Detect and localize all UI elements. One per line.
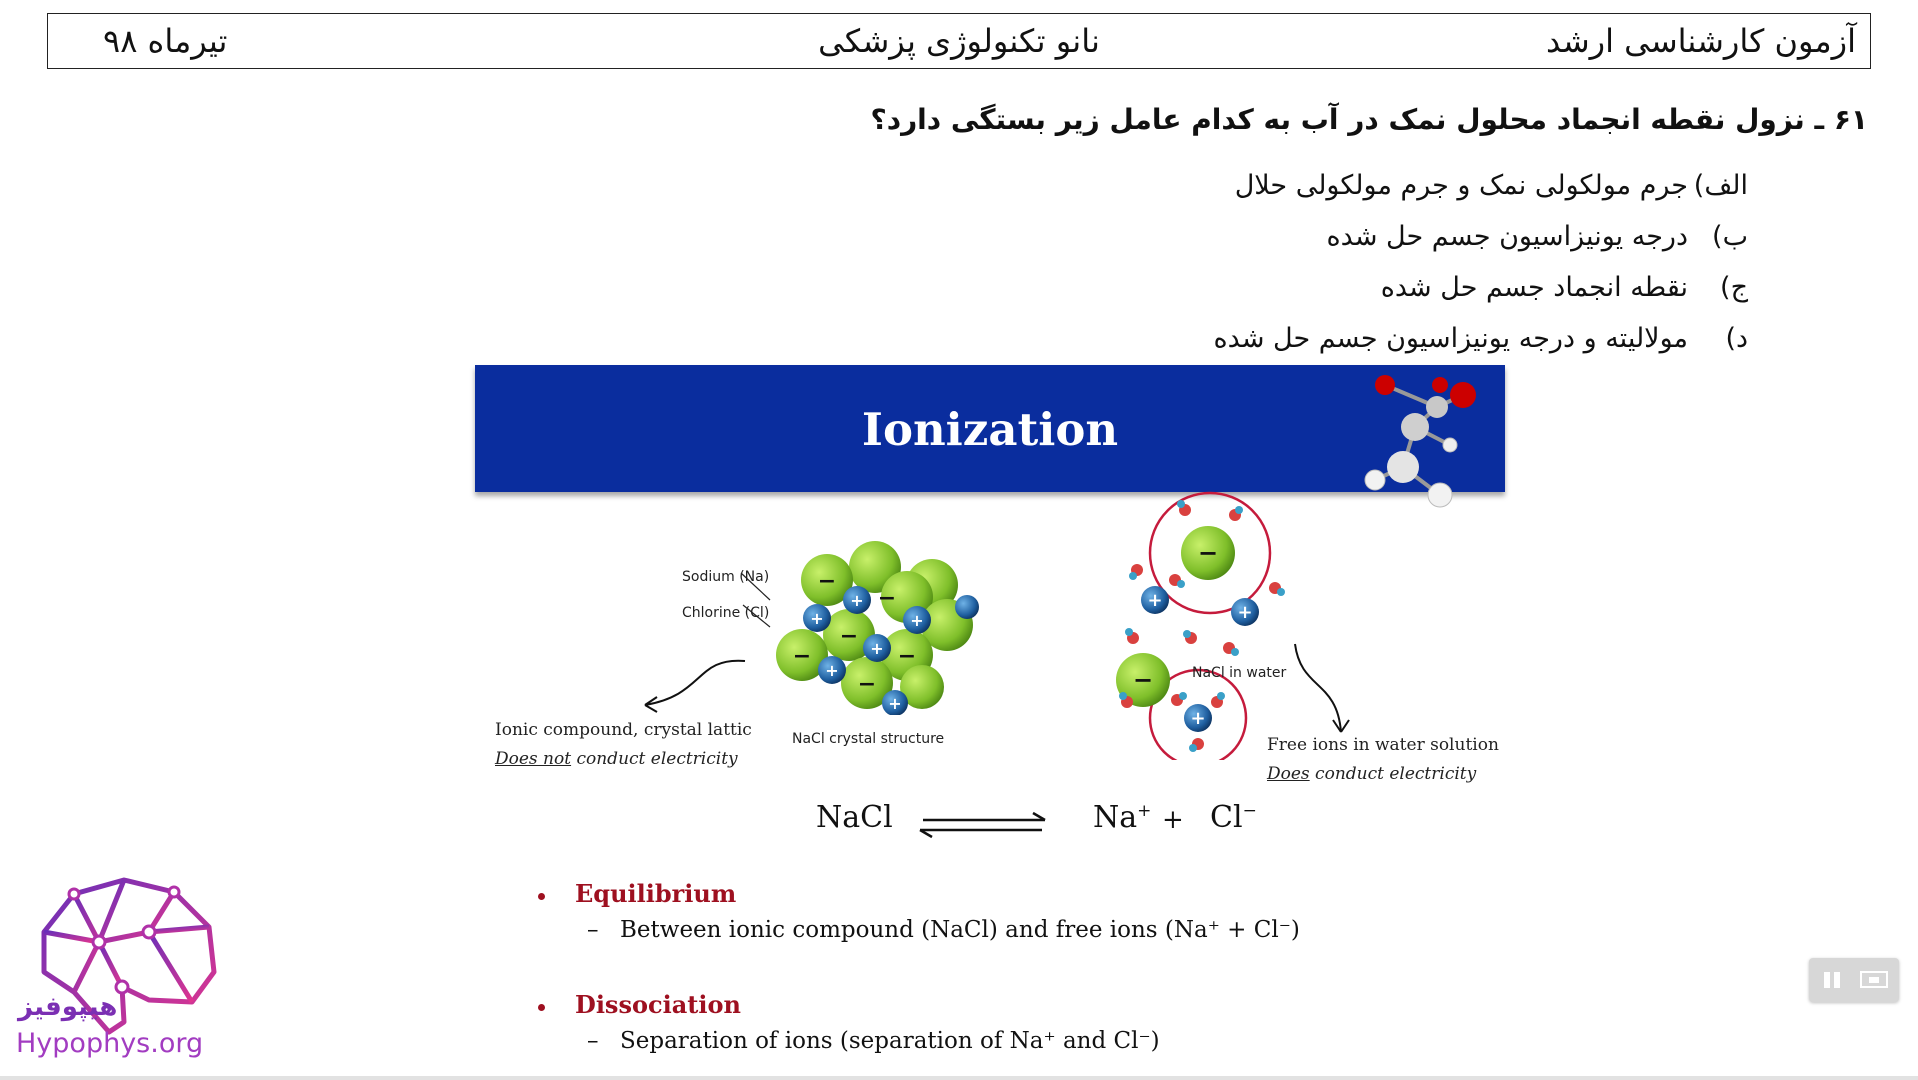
svg-text:−: − xyxy=(877,586,897,611)
option-text: درجه یونیزاسیون جسم حل شده xyxy=(1326,221,1688,252)
equation-product-cl xyxy=(1210,800,1257,835)
bullet-sub-equilibrium: Between ionic compound (NaCl) and free ions (Na⁺ + Cl⁻) xyxy=(620,917,1300,943)
bullet-dash: – xyxy=(587,1028,599,1054)
crystal-desc-line2 xyxy=(495,749,738,769)
solution-desc-line2 xyxy=(1267,764,1476,784)
does-text: Does xyxy=(1267,764,1310,784)
question-title xyxy=(870,103,1868,136)
svg-text:+: + xyxy=(888,694,902,713)
chlorine-label: Chlorine (Cl) xyxy=(682,605,770,621)
option-label: الف) xyxy=(1693,170,1748,201)
bullet-dash: – xyxy=(587,917,599,943)
option-c xyxy=(1214,262,1748,313)
sodium-label: Sodium (Na) xyxy=(682,569,770,585)
crystal-structure-label: NaCl crystal structure xyxy=(792,731,945,747)
svg-text:+: + xyxy=(810,609,824,628)
svg-text:+: + xyxy=(825,661,839,680)
bullet-dot xyxy=(538,893,545,900)
svg-text:−: − xyxy=(1197,539,1219,567)
svg-text:+: + xyxy=(850,591,864,610)
option-text: نقطه انجماد جسم حل شده xyxy=(1380,272,1688,303)
conduct-text: conduct electricity xyxy=(1309,764,1477,784)
nacl-crystal-illustration xyxy=(757,535,987,715)
ions-in-water-illustration xyxy=(1105,490,1305,760)
conduct-text: conduct electricity xyxy=(571,749,738,769)
curved-arrow-left xyxy=(635,655,755,725)
bottom-border xyxy=(0,1076,1918,1080)
pause-icon[interactable] xyxy=(1819,970,1845,990)
option-a xyxy=(1214,160,1748,211)
option-text: مولالیته و درجه یونیزاسیون جسم حل شده xyxy=(1213,323,1688,354)
svg-text:+: + xyxy=(1147,590,1163,611)
does-not-text: Does not xyxy=(495,749,572,769)
bullet-heading-dissociation: Dissociation xyxy=(575,990,741,1019)
na-charge: + xyxy=(1137,801,1152,821)
logo-english-text: Hypophys.org xyxy=(16,1028,204,1059)
question-text: نزول نقطه انجماد محلول نمک در آب به کدام عامل زیر بستگی دارد؟ xyxy=(870,103,1805,136)
cl-symbol: Cl xyxy=(1210,800,1243,835)
header-subject: نانو تکنولوژی پزشکی xyxy=(818,22,1100,60)
svg-text:−: − xyxy=(792,644,812,669)
bullet-dot xyxy=(538,1004,545,1011)
header-exam-title: آزمون کارشناسی ارشد xyxy=(1546,22,1856,60)
bullet-sub-dissociation: Separation of ions (separation of Na⁺ and Cl⁻) xyxy=(620,1028,1160,1054)
equilibrium-arrows-icon xyxy=(915,810,1050,840)
bullet-heading-equilibrium: Equilibrium xyxy=(575,879,737,908)
logo-persian-text: هیپوفیز xyxy=(18,992,118,1022)
svg-text:−: − xyxy=(1132,666,1154,694)
presentation-icon[interactable] xyxy=(1859,970,1889,990)
nacl-in-water-label: NaCl in water xyxy=(1192,665,1287,681)
slide-title: Ionization xyxy=(861,403,1119,456)
svg-text:−: − xyxy=(857,672,877,697)
option-label: د) xyxy=(1725,323,1748,354)
svg-text:−: − xyxy=(839,624,859,649)
answer-options xyxy=(1214,160,1748,364)
exam-header xyxy=(47,13,1871,69)
equation-reactant: NaCl xyxy=(816,800,893,835)
option-b xyxy=(1214,211,1748,262)
option-text: جرم مولکولی نمک و جرم مولکولی حلال xyxy=(1234,170,1688,201)
video-player-controls[interactable] xyxy=(1809,958,1899,1002)
solution-desc-line1: Free ions in water solution xyxy=(1267,735,1499,755)
ionization-slide xyxy=(475,365,1505,1065)
svg-text:+: + xyxy=(910,611,924,630)
equation-plus: + xyxy=(1162,805,1184,835)
svg-text:+: + xyxy=(870,639,884,658)
svg-text:−: − xyxy=(897,644,917,669)
crystal-desc-line1: Ionic compound, crystal lattic xyxy=(495,720,752,740)
svg-text:+: + xyxy=(1190,708,1206,729)
equation-product-na xyxy=(1093,800,1151,835)
curved-arrow-right xyxy=(1287,640,1357,740)
cl-charge: − xyxy=(1242,801,1257,821)
na-symbol: Na xyxy=(1093,800,1138,835)
svg-text:+: + xyxy=(1237,602,1253,623)
question-number: ۶۱ ـ xyxy=(1814,103,1868,136)
header-date: تیرماه ۹۸ xyxy=(103,22,228,60)
option-label: ج) xyxy=(1720,272,1748,303)
option-label: ب) xyxy=(1712,221,1748,252)
molecule-model-icon xyxy=(1345,355,1505,525)
svg-text:−: − xyxy=(817,569,837,594)
